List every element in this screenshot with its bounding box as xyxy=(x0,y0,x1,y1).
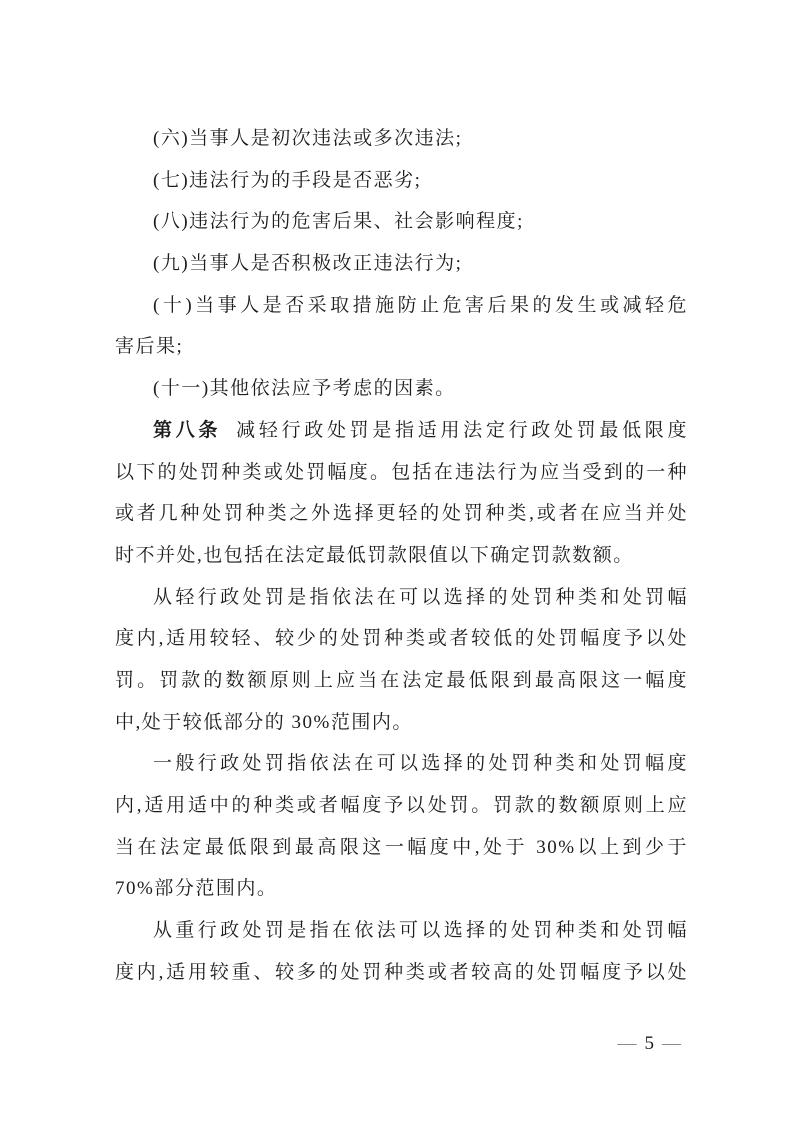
line-text: 罚。罚款的数额原则上应当在法定最低限到最高限这一幅度 xyxy=(115,669,688,691)
text-line xyxy=(115,410,688,452)
line-text: (九)当事人是否积极改正违法行为; xyxy=(153,253,463,275)
line-text: (十)当事人是否采取措施防止危害后果的发生或减轻危 xyxy=(153,294,688,316)
text-line xyxy=(115,952,688,994)
line-text: (七)违法行为的手段是否恶劣; xyxy=(153,169,422,191)
text-line xyxy=(115,118,688,160)
line-text: (八)违法行为的危害后果、社会影响程度; xyxy=(153,211,524,233)
line-text: 或者几种处罚种类之外选择更轻的处罚种类,或者在应当并处 xyxy=(115,503,688,525)
article-number: 第八条 xyxy=(153,419,222,441)
line-text: (六)当事人是初次违法或多次违法; xyxy=(153,128,463,149)
text-line xyxy=(115,201,688,243)
line-text: 时不并处,也包括在法定最低罚款限值以下确定罚款数额。 xyxy=(115,544,634,566)
line-text: 从重行政处罚是指在依法可以选择的处罚种类和处罚幅 xyxy=(153,920,688,942)
line-text: (十一)其他依法应予考虑的因素。 xyxy=(153,378,456,400)
text-line xyxy=(115,702,688,744)
text-line xyxy=(115,618,688,660)
text-line xyxy=(115,493,688,535)
line-text: 一般行政处罚指依法在可以选择的处罚种类和处罚幅度 xyxy=(153,753,688,775)
line-text: 减轻行政处罚是指适用法定行政处罚最低限度 xyxy=(236,419,688,441)
page-number-left-dash: — xyxy=(617,1033,637,1054)
page-footer xyxy=(618,1033,682,1055)
line-text: 当在法定最低限到最高限这一幅度中,处于 30%以上到少于 xyxy=(115,836,688,858)
line-text: 害后果; xyxy=(115,336,184,358)
line-text: 中,处于较低部分的 30%范围内。 xyxy=(115,711,413,733)
text-line xyxy=(115,910,688,952)
text-line xyxy=(115,827,688,869)
text-line xyxy=(115,785,688,827)
text-line xyxy=(115,577,688,619)
line-text: 从轻行政处罚是指依法在可以选择的处罚种类和处罚幅 xyxy=(153,586,688,608)
text-line xyxy=(115,243,688,285)
line-text: 内,适用适中的种类或者幅度予以处罚。罚款的数额原则上应 xyxy=(115,795,688,816)
line-text: 度内,适用较轻、较少的处罚种类或者较低的处罚幅度予以处 xyxy=(115,628,688,650)
text-line xyxy=(115,868,688,910)
line-text: 度内,适用较重、较多的处罚种类或者较高的处罚幅度予以处 xyxy=(115,961,688,983)
line-text: 以下的处罚种类或处罚幅度。包括在违法行为应当受到的一种 xyxy=(115,461,688,483)
line-text: 70%部分范围内。 xyxy=(115,878,278,900)
text-line xyxy=(115,368,688,410)
page-number-right-dash: — xyxy=(662,1033,681,1054)
text-line xyxy=(115,285,688,327)
page-number: 5 xyxy=(644,1033,654,1054)
text-line xyxy=(115,160,688,202)
text-line xyxy=(115,452,688,494)
text-line xyxy=(115,743,688,785)
text-line xyxy=(115,326,688,368)
text-line xyxy=(115,660,688,702)
text-line xyxy=(115,535,688,577)
document-body xyxy=(115,118,688,993)
